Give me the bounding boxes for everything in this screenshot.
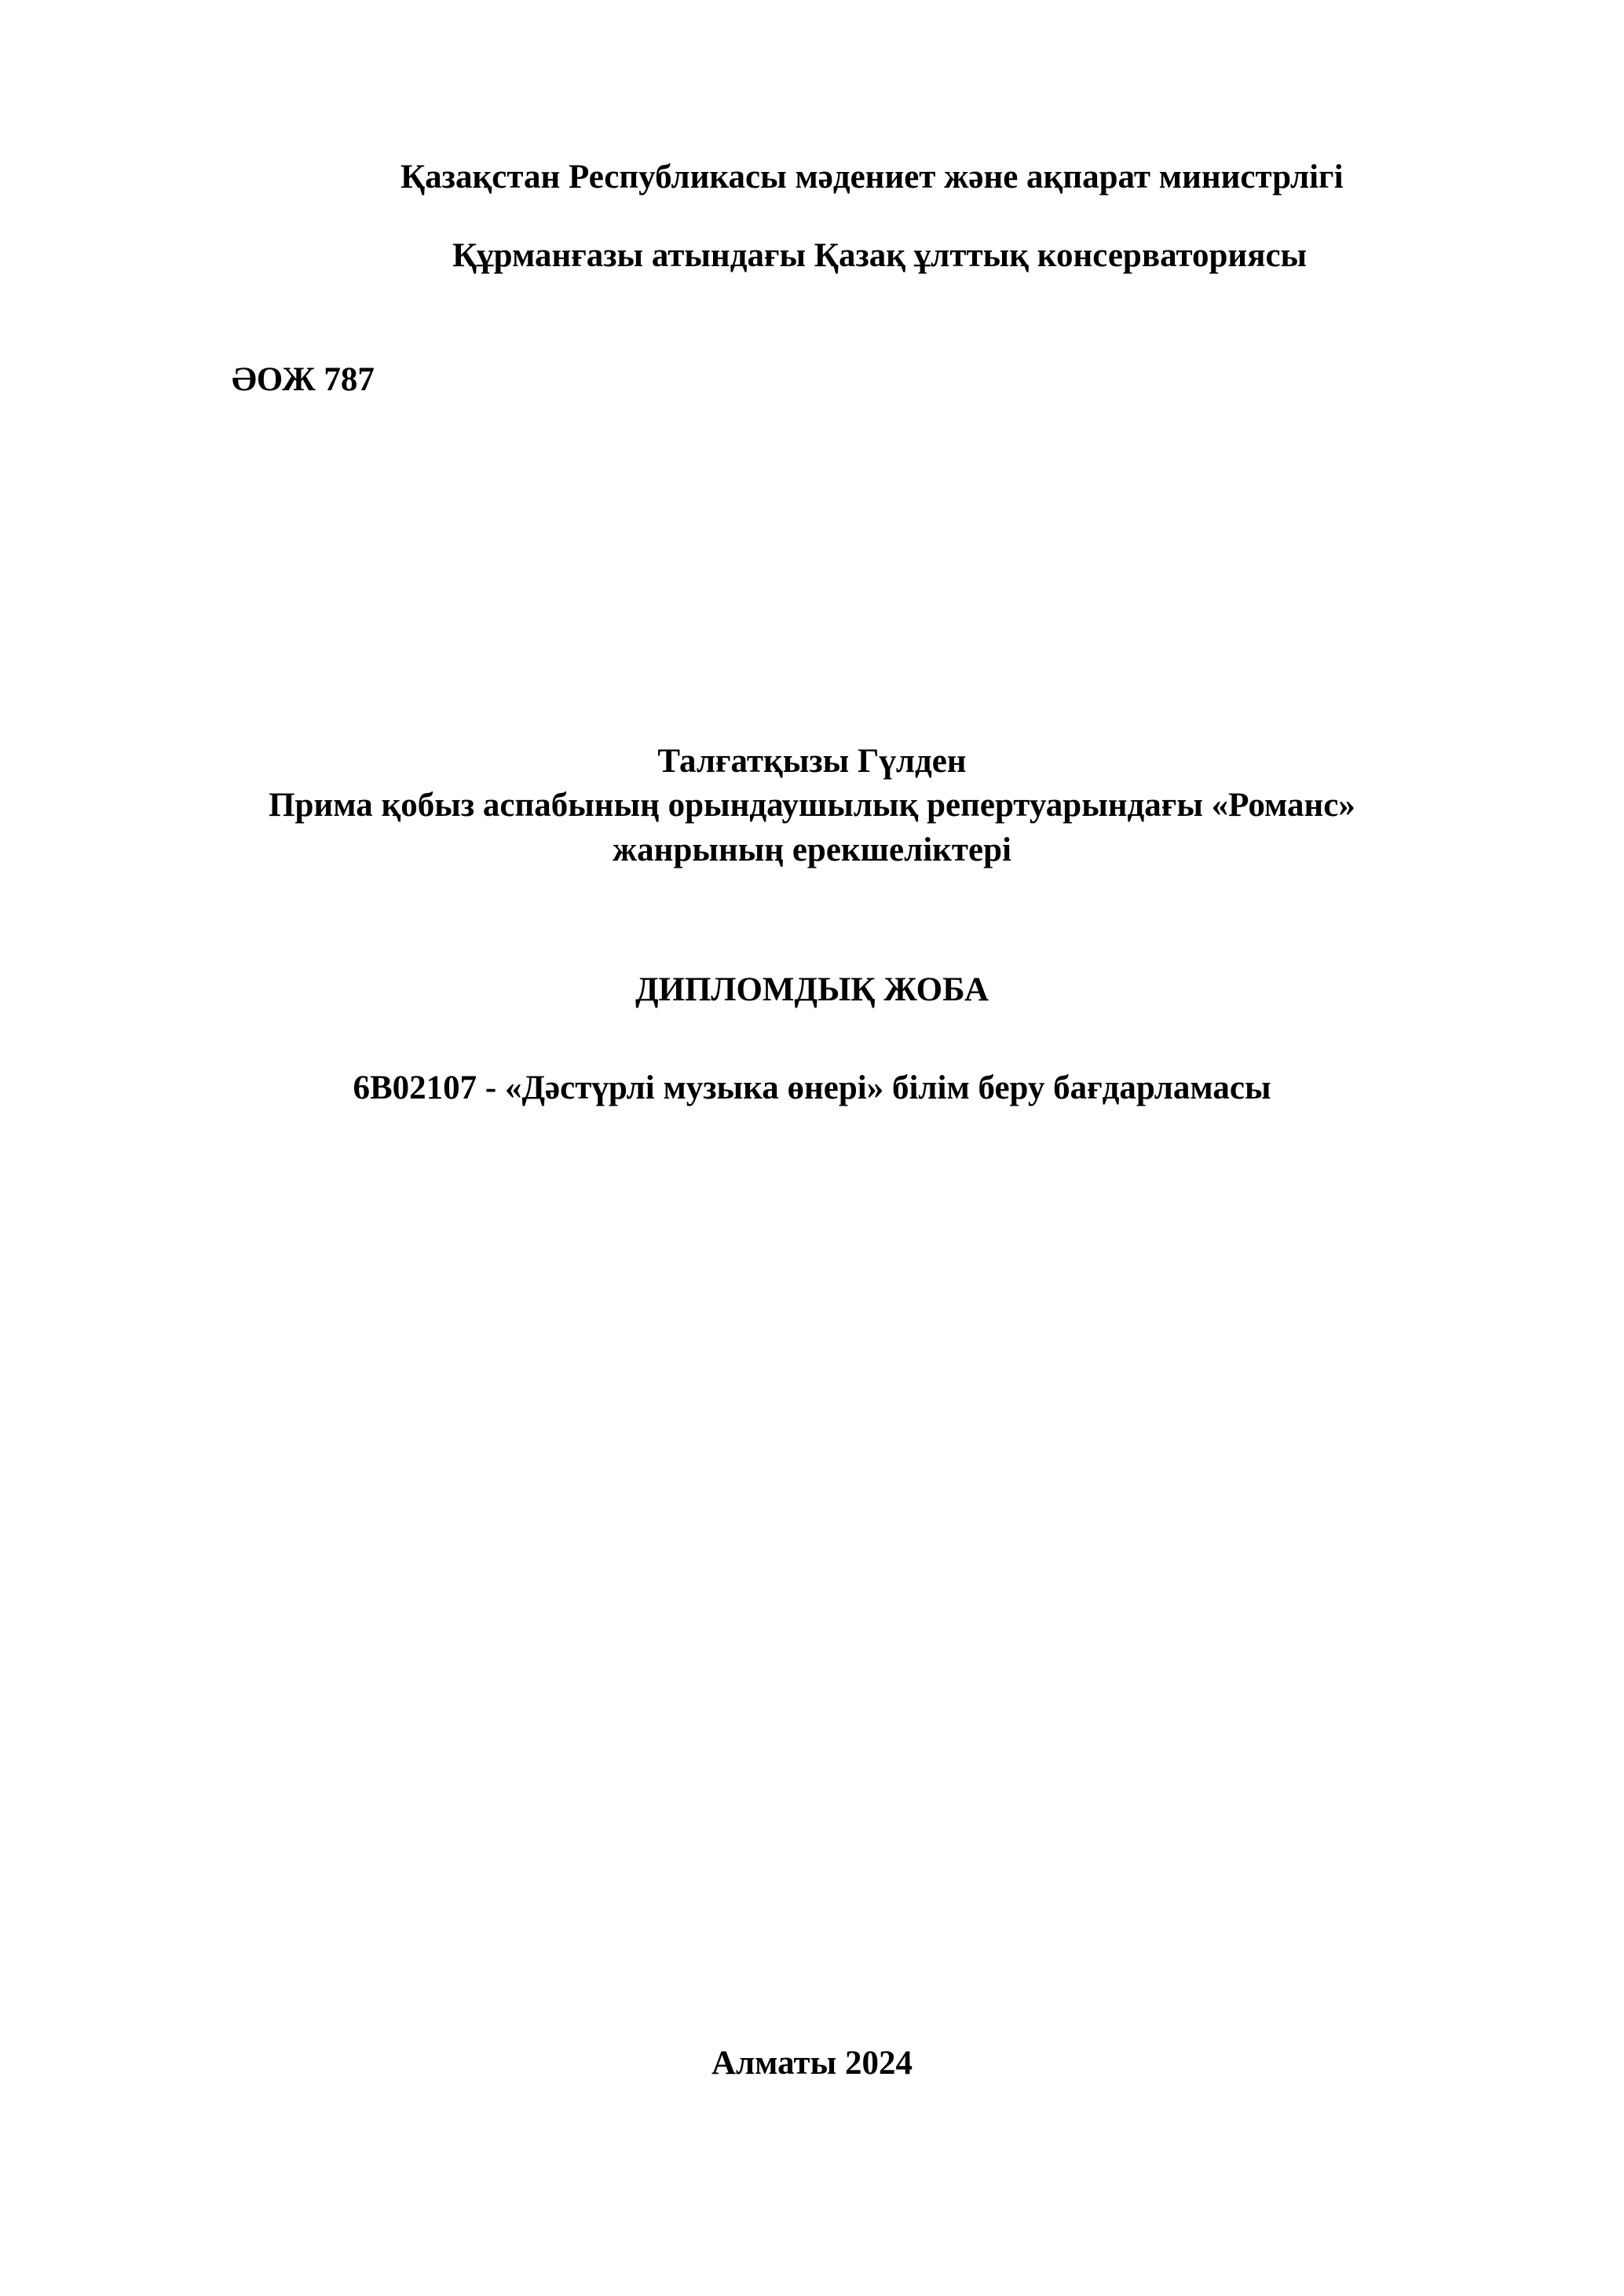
institution-heading: Құрманғазы атындағы Қазақ ұлттық консерваториясы: [452, 237, 1308, 274]
thesis-title-line-1: Прима қобыз аспабының орындаушылық репертуарындағы «Романс»: [269, 787, 1355, 824]
work-type: ДИПЛОМДЫҚ ЖОБА: [635, 971, 989, 1008]
ministry-heading: Қазақстан Республикасы мәдениет және ақпарат министрлігі: [401, 159, 1344, 196]
education-program: 6В02107 - «Дәстүрлі музыка өнері» білім беру бағдарламасы: [353, 1069, 1271, 1106]
author-name: Талғатқызы Гүлден: [657, 743, 967, 780]
udc-code: ӘОЖ 787: [232, 361, 375, 398]
place-and-year: Алматы 2024: [711, 2045, 913, 2082]
thesis-title-line-2: жанрының ерекшеліктері: [613, 832, 1011, 868]
